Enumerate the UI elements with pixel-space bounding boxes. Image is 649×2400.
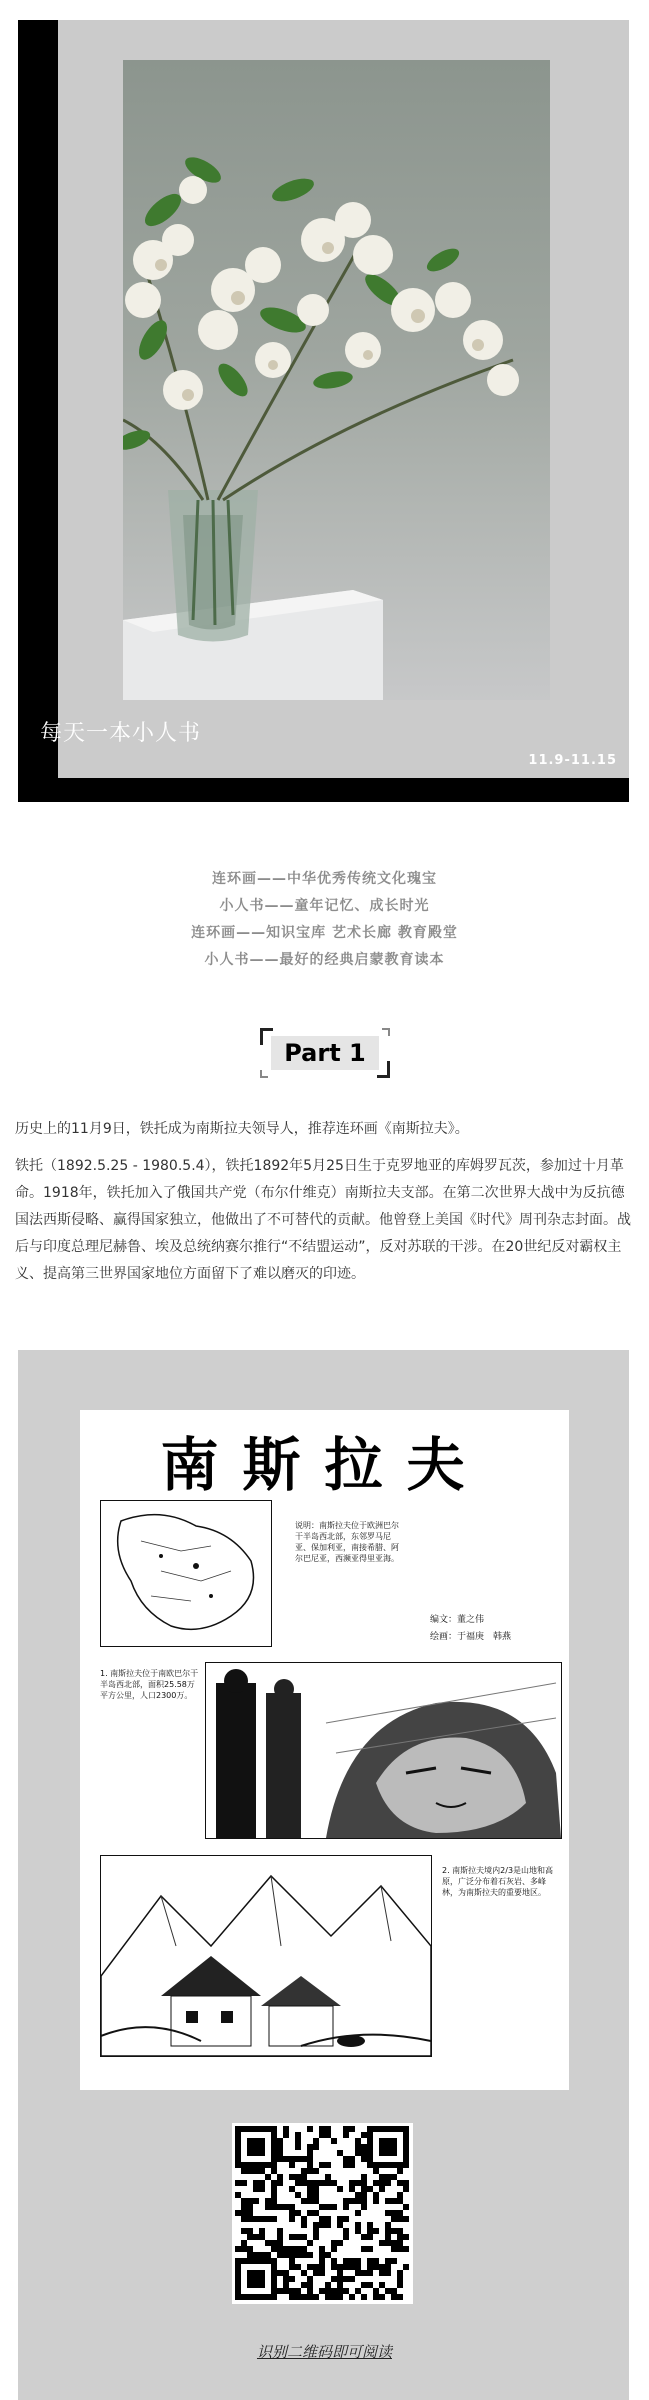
map-illustration [100, 1500, 272, 1647]
flower-vase-photo [123, 60, 550, 700]
bracket-decoration [382, 1028, 390, 1036]
intro-line-4: 小人书——最好的经典启蒙教育读本 [204, 952, 445, 968]
comic-artist-credit: 绘画：于福庚 韩燕 [430, 1632, 512, 1642]
intro-line-1: 连环画——中华优秀传统文化瑰宝 [212, 871, 437, 887]
portrait-illustration [206, 1663, 561, 1838]
paragraph-intro: 历史上的11月9日，铁托成为南斯拉夫领导人，推荐连环画《南斯拉夫》。 [15, 1121, 469, 1137]
qr-caption[interactable]: 识别二维码即可阅读 [256, 2343, 392, 2361]
comic-panel-portrait [205, 1662, 562, 1839]
hero-banner [18, 20, 629, 802]
intro-line-2: 小人书——童年记忆、成长时光 [219, 898, 430, 914]
comic-intro-text: 说明：南斯拉夫位于欧洲巴尔干半岛西北部，东邻罗马尼亚、保加利亚，南接希腊、阿尔巴尼亚，西濒亚得里亚海。 [295, 1521, 399, 1563]
qr-code-icon [232, 2123, 413, 2304]
comic-title: 南斯拉夫 [160, 1431, 489, 1499]
part-label: Part 1 [271, 1036, 379, 1070]
comic-panel-landscape [100, 1855, 432, 2057]
comic-cover-image[interactable] [80, 1410, 569, 2090]
map-icon [101, 1501, 271, 1646]
qr-code[interactable] [232, 2123, 413, 2304]
hero-title: 每天一本小人书 [40, 721, 202, 746]
comic-caption-2: 2. 南斯拉夫境内2/3是山地和高原，广泛分布着石灰岩、多峰林，为南斯拉夫的重要地区。 [442, 1866, 554, 1897]
paragraph-biography: 铁托（1892.5.25 - 1980.5.4），铁托1892年5月25日生于克罗地亚的库姆罗瓦茨，参加过十月革命。1918年，铁托加入了俄国共产党（布尔什维克）南斯拉夫支部。在第二次世界大战中为反抗德国法西斯侵略、赢得国家独立，他做出了不可替代的贡献。他曾登上美国《时代》周刊杂志封面。战后与印度总理尼赫鲁、埃及总统纳赛尔推行“不结盟运动”，反对苏联的干涉。在20世纪反对霸权主义、提高第三世界国家地位方面留下了难以磨灭的印迹。 [15, 1158, 631, 1282]
flower-vase-illustration [123, 60, 550, 700]
comic-editor-credit: 编文：董之伟 [430, 1615, 485, 1625]
comic-caption-1: 1. 南斯拉夫位于南欧巴尔干半岛西北部，面积25.58万平方公里，人口2300万。 [100, 1669, 199, 1700]
bracket-decoration [260, 1070, 268, 1078]
section-label [260, 1028, 390, 1078]
intro-line-3: 连环画——知识宝库 艺术长廊 教育殿堂 [191, 925, 458, 941]
mountain-house-illustration [101, 1856, 431, 2056]
hero-date-range: 11.9-11.15 [528, 753, 617, 768]
